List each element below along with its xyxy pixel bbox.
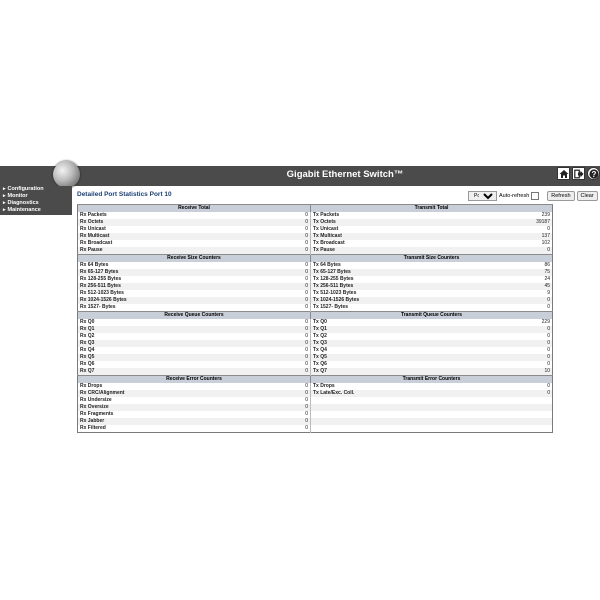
table-row: [78, 347, 553, 354]
rx-counter-value: 0: [278, 304, 311, 312]
tx-counter-value: 229: [511, 319, 553, 326]
tx-counter-label: Tx 1024-1526 Bytes: [311, 297, 511, 304]
table-row: [78, 340, 553, 347]
rx-counter-value: 0: [278, 390, 311, 397]
app-title: Gigabit Ethernet Switch™: [286, 169, 404, 180]
tx-counter-label: Tx Packets: [311, 212, 511, 219]
rx-section-header: Receive Total: [78, 205, 311, 213]
tx-counter-label: Tx Q3: [311, 340, 511, 347]
rx-counter-value: 0: [278, 347, 311, 354]
tx-counter-value: 102: [511, 240, 553, 247]
rx-counter-value: 0: [278, 212, 311, 219]
rx-counter-label: Rx Undersize: [78, 397, 278, 404]
rx-section-header: Receive Error Counters: [78, 376, 311, 384]
clear-button[interactable]: Clear: [577, 191, 598, 201]
tx-counter-value: 137: [511, 233, 553, 240]
rx-counter-value: 0: [278, 262, 311, 269]
rx-counter-label: Rx Q0: [78, 319, 278, 326]
toolbar: [468, 191, 598, 201]
tx-counter-value: 0: [511, 247, 553, 255]
rx-counter-value: 0: [278, 319, 311, 326]
rx-counter-label: Rx Pause: [78, 247, 278, 255]
home-button[interactable]: [557, 167, 570, 180]
tx-section-header: Transmit Queue Counters: [311, 312, 553, 320]
table-row: [78, 368, 553, 376]
rx-counter-label: Rx Oversize: [78, 404, 278, 411]
table-row: [78, 354, 553, 361]
tx-counter-label: Tx Q0: [311, 319, 511, 326]
tx-counter-label: Tx Broadcast: [311, 240, 511, 247]
tx-counter-label: Tx Q5: [311, 354, 511, 361]
tx-counter-label: Tx Unicast: [311, 226, 511, 233]
rx-counter-value: 0: [278, 226, 311, 233]
tx-counter-value: [511, 397, 553, 404]
tx-counter-label: Tx Octets: [311, 219, 511, 226]
tx-counter-value: 0: [511, 326, 553, 333]
auto-refresh-label: Auto-refresh: [499, 193, 530, 199]
tx-counter-label: Tx 256-511 Bytes: [311, 283, 511, 290]
table-row: [78, 333, 553, 340]
section-header-row: [78, 312, 553, 320]
tx-counter-label: [311, 404, 511, 411]
tx-counter-value: 0: [511, 354, 553, 361]
table-row: [78, 290, 553, 297]
rx-counter-label: Rx Unicast: [78, 226, 278, 233]
table-row: [78, 425, 553, 433]
tx-counter-value: 0: [511, 361, 553, 368]
tx-counter-label: Tx Multicast: [311, 233, 511, 240]
table-row: [78, 269, 553, 276]
table-row: [78, 283, 553, 290]
rx-counter-value: 0: [278, 361, 311, 368]
rx-counter-label: Rx Drops: [78, 383, 278, 390]
rx-counter-label: Rx Octets: [78, 219, 278, 226]
rx-counter-value: 0: [278, 247, 311, 255]
rx-counter-value: 0: [278, 283, 311, 290]
tx-section-header: Transmit Size Counters: [311, 255, 553, 263]
tx-counter-label: Tx 64 Bytes: [311, 262, 511, 269]
tx-counter-value: 86: [511, 262, 553, 269]
rx-counter-label: Rx 64 Bytes: [78, 262, 278, 269]
tx-counter-label: Tx 512-1023 Bytes: [311, 290, 511, 297]
nav-item-maintenance[interactable]: ▸ Maintenance: [0, 207, 72, 214]
tx-section-header: Transmit Error Counters: [311, 376, 553, 384]
tx-counter-value: 0: [511, 340, 553, 347]
rx-counter-label: Rx Packets: [78, 212, 278, 219]
tx-counter-label: Tx Q6: [311, 361, 511, 368]
table-row: [78, 418, 553, 425]
home-icon: [559, 169, 569, 179]
logout-icon: [574, 169, 584, 179]
tx-counter-value: 0: [511, 297, 553, 304]
tx-counter-value: [511, 404, 553, 411]
rx-counter-value: 0: [278, 354, 311, 361]
rx-counter-value: 0: [278, 290, 311, 297]
rx-counter-label: Rx Fragments: [78, 411, 278, 418]
section-header-row: [78, 255, 553, 263]
tx-counter-label: Tx 1527- Bytes: [311, 304, 511, 312]
rx-counter-label: Rx Broadcast: [78, 240, 278, 247]
rx-counter-label: Rx Q6: [78, 361, 278, 368]
rx-counter-label: Rx 1024-1526 Bytes: [78, 297, 278, 304]
rx-counter-value: 0: [278, 297, 311, 304]
refresh-button[interactable]: Refresh: [547, 191, 574, 201]
tx-counter-label: Tx Q2: [311, 333, 511, 340]
tx-counter-value: 0: [511, 390, 553, 397]
table-row: [78, 219, 553, 226]
globe-logo-icon: [53, 161, 80, 188]
rx-counter-label: Rx Q4: [78, 347, 278, 354]
tx-counter-value: 0: [511, 383, 553, 390]
tx-counter-value: 24: [511, 276, 553, 283]
rx-counter-label: Rx Q7: [78, 368, 278, 376]
tx-counter-value: [511, 425, 553, 433]
logout-button[interactable]: [572, 167, 585, 180]
tx-counter-value: 39187: [511, 219, 553, 226]
port-select[interactable]: [468, 191, 497, 201]
tx-counter-label: Tx Pause: [311, 247, 511, 255]
rx-counter-value: 0: [278, 411, 311, 418]
tx-counter-value: 239: [511, 212, 553, 219]
rx-counter-value: 0: [278, 240, 311, 247]
table-row: [78, 411, 553, 418]
page-title: Detailed Port Statistics Port 10: [77, 191, 172, 198]
tx-counter-value: 75: [511, 269, 553, 276]
table-row: [78, 276, 553, 283]
rx-counter-value: 0: [278, 397, 311, 404]
table-row: [78, 226, 553, 233]
tx-counter-label: [311, 397, 511, 404]
sidebar: [0, 186, 72, 215]
tx-counter-label: [311, 425, 511, 433]
tx-counter-label: Tx 128-255 Bytes: [311, 276, 511, 283]
rx-counter-label: Rx 512-1023 Bytes: [78, 290, 278, 297]
rx-counter-value: 0: [278, 219, 311, 226]
tx-counter-value: 0: [511, 333, 553, 340]
help-icon: [589, 169, 599, 179]
tx-counter-label: [311, 411, 511, 418]
rx-counter-value: 0: [278, 276, 311, 283]
tx-counter-label: [311, 418, 511, 425]
tx-counter-value: 0: [511, 347, 553, 354]
table-row: [78, 304, 553, 312]
rx-counter-value: 0: [278, 326, 311, 333]
table-row: [78, 262, 553, 269]
rx-counter-label: Rx Q2: [78, 333, 278, 340]
table-row: [78, 390, 553, 397]
rx-section-header: Receive Queue Counters: [78, 312, 311, 320]
port-statistics-table: [77, 204, 553, 433]
nav-item-monitor[interactable]: ▸ Monitor: [0, 193, 72, 200]
section-header-row: [78, 376, 553, 384]
rx-counter-label: Rx Q5: [78, 354, 278, 361]
tx-section-header: Transmit Total: [311, 205, 553, 213]
rx-counter-value: 0: [278, 233, 311, 240]
rx-counter-label: Rx Q3: [78, 340, 278, 347]
table-row: [78, 361, 553, 368]
tx-counter-value: 9: [511, 290, 553, 297]
table-row: [78, 247, 553, 255]
table-row: [78, 404, 553, 411]
tx-counter-value: 0: [511, 304, 553, 312]
rx-counter-value: 0: [278, 418, 311, 425]
svg-text:?: ?: [591, 169, 596, 179]
rx-counter-value: 0: [278, 404, 311, 411]
table-row: [78, 233, 553, 240]
rx-counter-label: Rx Jabber: [78, 418, 278, 425]
rx-counter-label: Rx Multicast: [78, 233, 278, 240]
rx-counter-label: Rx Filtered: [78, 425, 278, 433]
tx-counter-value: 45: [511, 283, 553, 290]
rx-counter-label: Rx 256-511 Bytes: [78, 283, 278, 290]
nav-item-diagnostics[interactable]: ▸ Diagnostics: [0, 200, 72, 207]
tx-counter-label: Tx Q1: [311, 326, 511, 333]
rx-counter-label: Rx 128-255 Bytes: [78, 276, 278, 283]
tx-counter-value: 0: [511, 226, 553, 233]
table-row: [78, 319, 553, 326]
rx-counter-value: 0: [278, 383, 311, 390]
tx-counter-label: Tx Late/Exc. Coll.: [311, 390, 511, 397]
rx-counter-label: Rx 65-127 Bytes: [78, 269, 278, 276]
auto-refresh-checkbox[interactable]: [531, 192, 539, 200]
rx-counter-label: Rx Q1: [78, 326, 278, 333]
tx-counter-value: [511, 418, 553, 425]
table-row: [78, 326, 553, 333]
rx-counter-label: Rx 1527- Bytes: [78, 304, 278, 312]
rx-counter-value: 0: [278, 368, 311, 376]
nav-item-configuration[interactable]: ▸ Configuration: [0, 186, 72, 193]
rx-counter-label: Rx CRC/Alignment: [78, 390, 278, 397]
tx-counter-label: Tx 65-127 Bytes: [311, 269, 511, 276]
table-row: [78, 397, 553, 404]
table-row: [78, 383, 553, 390]
tx-counter-label: Tx Q4: [311, 347, 511, 354]
rx-counter-value: 0: [278, 340, 311, 347]
rx-counter-value: 0: [278, 269, 311, 276]
rx-counter-value: 0: [278, 333, 311, 340]
table-row: [78, 240, 553, 247]
table-row: [78, 212, 553, 219]
rx-section-header: Receive Size Counters: [78, 255, 311, 263]
help-button[interactable]: [587, 167, 600, 180]
tx-counter-label: Tx Drops: [311, 383, 511, 390]
rx-counter-value: 0: [278, 425, 311, 433]
section-header-row: [78, 205, 553, 213]
tx-counter-value: 10: [511, 368, 553, 376]
tx-counter-label: Tx Q7: [311, 368, 511, 376]
table-row: [78, 297, 553, 304]
tx-counter-value: [511, 411, 553, 418]
